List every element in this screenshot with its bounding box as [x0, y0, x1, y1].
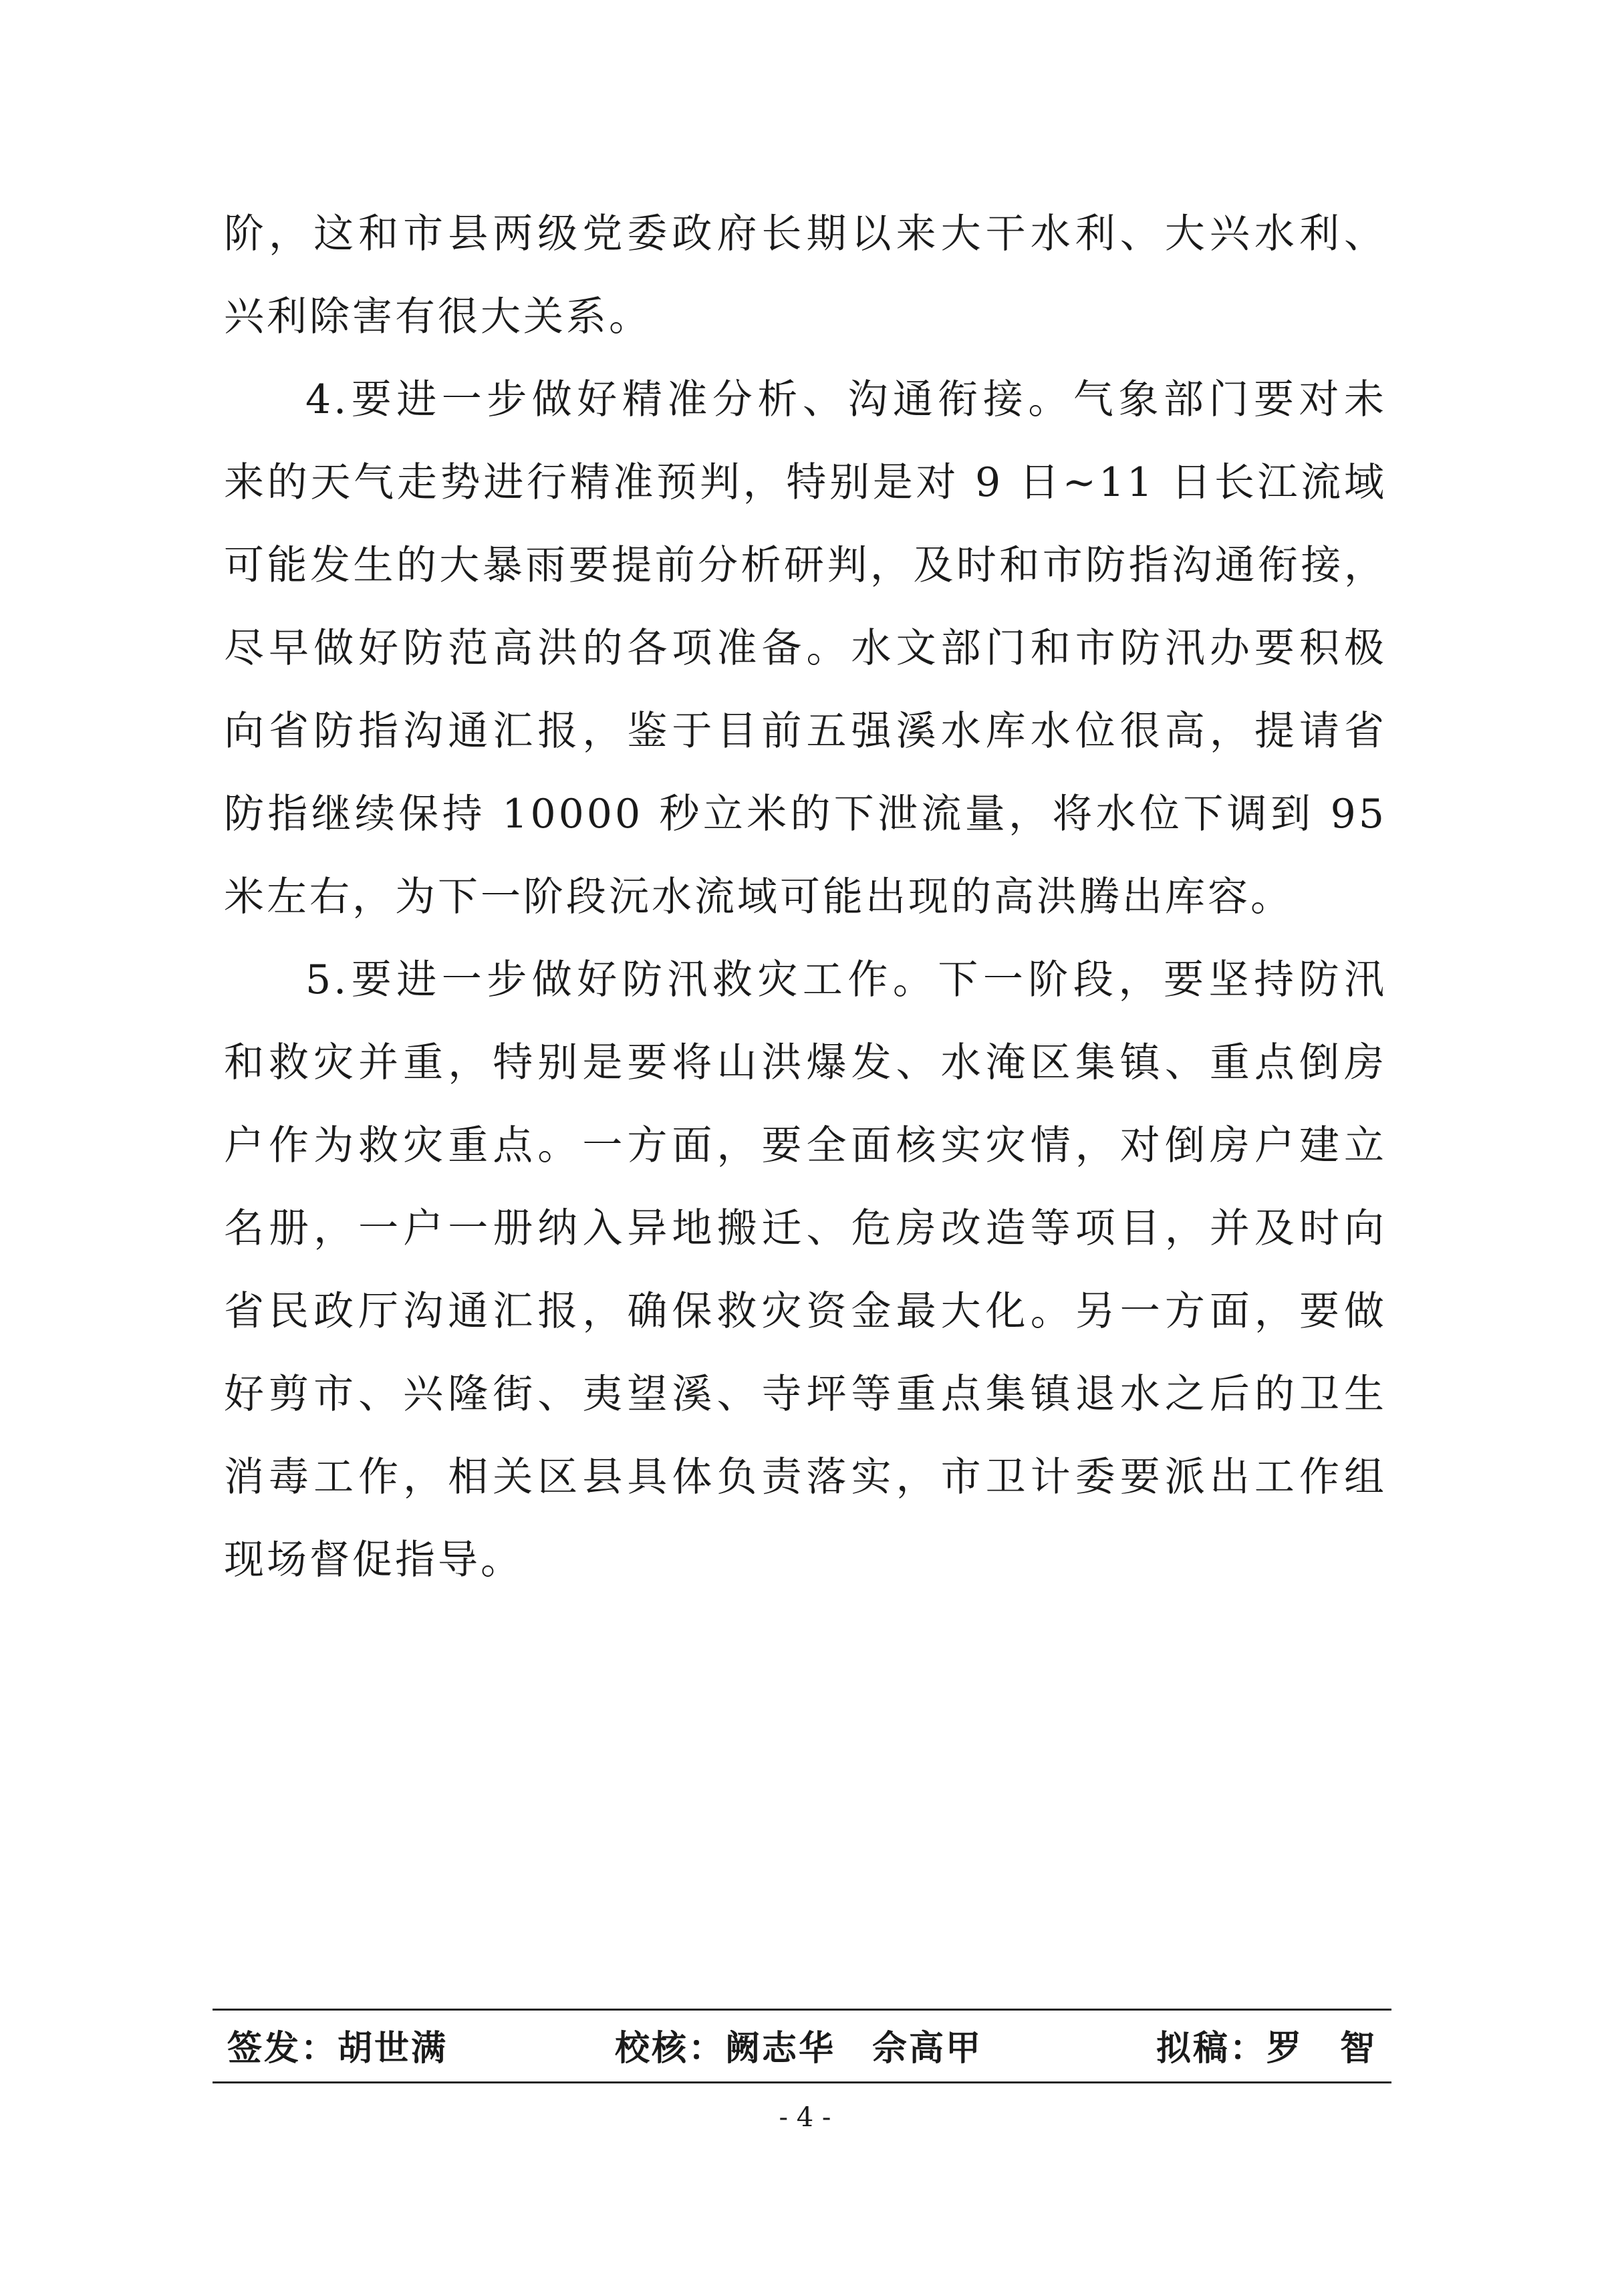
body-line: 好剪市、兴隆街、夷望溪、寺坪等重点集镇退水之后的卫生 — [224, 1371, 1387, 1418]
body-line: 尽早做好防范高洪的各项准备。水文部门和市防汛办要积极 — [224, 625, 1387, 672]
body-line: 兴利除害有很大关系。 — [224, 293, 652, 340]
paragraph-4-heading: 4.要进一步做好精准分析、沟通衔接。气象部门要对未 — [305, 376, 1387, 423]
signoff-top-rule — [213, 2009, 1391, 2011]
signoff-issuer: 签发：胡世满 — [227, 2028, 448, 2069]
body-line: 户作为救灾重点。一方面，要全面核实灾情，对倒房户建立 — [224, 1122, 1387, 1169]
body-text — [224, 193, 1387, 1602]
body-line: 名册，一户一册纳入异地搬迁、危房改造等项目，并及时向 — [224, 1205, 1387, 1252]
page-number: - 4 - — [779, 2102, 831, 2133]
signoff-reviewers: 校核：阙志华 佘高甲 — [615, 2028, 983, 2069]
body-line: 省民政厅沟通汇报，确保救灾资金最大化。另一方面，要做 — [224, 1288, 1387, 1335]
body-line: 可能发生的大暴雨要提前分析研判，及时和市防指沟通衔接， — [224, 542, 1387, 589]
body-line: 阶，这和市县两级党委政府长期以来大干水利、大兴水利、 — [224, 211, 1387, 257]
body-line: 来的天气走势进行精准预判，特别是对 9 日~11 日长江流域 — [224, 459, 1387, 506]
body-line: 消毒工作，相关区县具体负责落实，市卫计委要派出工作组 — [224, 1454, 1387, 1501]
signoff-drafter: 拟稿：罗 智 — [1156, 2028, 1377, 2069]
paragraph-5-heading: 5.要进一步做好防汛救灾工作。下一阶段，要坚持防汛 — [305, 956, 1387, 1003]
body-line: 防指继续保持 10000 秒立米的下泄流量，将水位下调到 95 — [224, 791, 1387, 838]
signoff-bottom-rule — [213, 2081, 1391, 2083]
body-line: 米左右，为下一阶段沅水流域可能出现的高洪腾出库容。 — [224, 874, 1293, 920]
body-line: 现场督促指导。 — [224, 1537, 523, 1583]
body-line: 向省防指沟通汇报，鉴于目前五强溪水库水位很高，提请省 — [224, 708, 1387, 755]
body-line: 和救灾并重，特别是要将山洪爆发、水淹区集镇、重点倒房 — [224, 1039, 1387, 1086]
